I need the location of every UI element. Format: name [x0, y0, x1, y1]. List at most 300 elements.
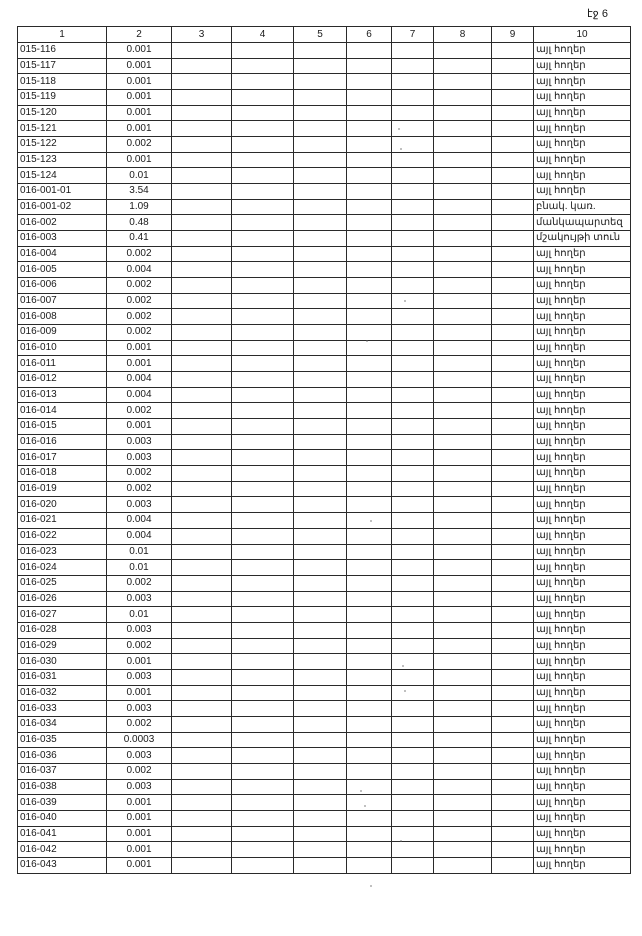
land-use-cell: այլ հողեր	[534, 685, 631, 701]
empty-cell	[172, 325, 232, 341]
empty-cell	[294, 278, 347, 294]
empty-cell	[172, 168, 232, 184]
land-use-cell: այլ հողեր	[534, 513, 631, 529]
empty-cell	[232, 262, 294, 278]
empty-cell	[392, 560, 434, 576]
table-row	[18, 262, 631, 278]
empty-cell	[232, 434, 294, 450]
empty-cell	[492, 419, 534, 435]
empty-cell	[232, 168, 294, 184]
empty-cell	[434, 560, 492, 576]
area-cell: 0.004	[107, 262, 172, 278]
empty-cell	[232, 748, 294, 764]
empty-cell	[294, 591, 347, 607]
empty-cell	[492, 575, 534, 591]
parcel-code-cell: 016-034	[18, 716, 107, 732]
empty-cell	[294, 810, 347, 826]
empty-cell	[347, 90, 392, 106]
empty-cell	[434, 262, 492, 278]
parcel-code-cell: 016-014	[18, 403, 107, 419]
empty-cell	[294, 466, 347, 482]
area-cell: 0.001	[107, 74, 172, 90]
empty-cell	[294, 842, 347, 858]
empty-cell	[172, 544, 232, 560]
empty-cell	[434, 857, 492, 873]
table-row	[18, 779, 631, 795]
table-row	[18, 669, 631, 685]
empty-cell	[392, 387, 434, 403]
empty-cell	[492, 434, 534, 450]
empty-cell	[392, 137, 434, 153]
empty-cell	[347, 419, 392, 435]
empty-cell	[434, 309, 492, 325]
parcel-code-cell: 016-027	[18, 607, 107, 623]
empty-cell	[294, 732, 347, 748]
area-cell: 0.002	[107, 246, 172, 262]
area-cell: 0.001	[107, 43, 172, 59]
table-row	[18, 293, 631, 309]
empty-cell	[347, 105, 392, 121]
empty-cell	[492, 278, 534, 294]
empty-cell	[434, 137, 492, 153]
empty-cell	[294, 403, 347, 419]
parcel-code-cell: 016-033	[18, 701, 107, 717]
parcel-code-cell: 016-013	[18, 387, 107, 403]
empty-cell	[294, 434, 347, 450]
land-use-cell: այլ հողեր	[534, 732, 631, 748]
empty-cell	[232, 58, 294, 74]
empty-cell	[172, 43, 232, 59]
empty-cell	[232, 591, 294, 607]
scan-speck	[370, 885, 372, 887]
parcel-code-cell: 016-022	[18, 528, 107, 544]
land-use-cell: այլ հողեր	[534, 278, 631, 294]
empty-cell	[294, 356, 347, 372]
empty-cell	[294, 638, 347, 654]
empty-cell	[434, 779, 492, 795]
table-row	[18, 58, 631, 74]
parcel-code-cell: 016-002	[18, 215, 107, 231]
empty-cell	[392, 199, 434, 215]
empty-cell	[434, 152, 492, 168]
table-row	[18, 152, 631, 168]
area-cell: 0.003	[107, 748, 172, 764]
parcel-code-cell: 016-038	[18, 779, 107, 795]
table-row	[18, 90, 631, 106]
empty-cell	[392, 607, 434, 623]
empty-cell	[232, 105, 294, 121]
empty-cell	[392, 325, 434, 341]
empty-cell	[392, 246, 434, 262]
empty-cell	[492, 293, 534, 309]
area-cell: 0.002	[107, 763, 172, 779]
table-row	[18, 309, 631, 325]
empty-cell	[172, 857, 232, 873]
empty-cell	[232, 842, 294, 858]
table-row	[18, 403, 631, 419]
empty-cell	[294, 137, 347, 153]
area-cell: 0.003	[107, 622, 172, 638]
empty-cell	[434, 826, 492, 842]
empty-cell	[347, 826, 392, 842]
empty-cell	[347, 779, 392, 795]
empty-cell	[347, 795, 392, 811]
empty-cell	[232, 90, 294, 106]
empty-cell	[172, 403, 232, 419]
empty-cell	[434, 575, 492, 591]
empty-cell	[392, 481, 434, 497]
empty-cell	[294, 497, 347, 513]
empty-cell	[347, 231, 392, 247]
empty-cell	[434, 607, 492, 623]
empty-cell	[172, 58, 232, 74]
empty-cell	[294, 795, 347, 811]
empty-cell	[232, 199, 294, 215]
empty-cell	[492, 481, 534, 497]
empty-cell	[392, 215, 434, 231]
empty-cell	[172, 152, 232, 168]
empty-cell	[434, 638, 492, 654]
empty-cell	[294, 43, 347, 59]
land-use-cell: այլ հողեր	[534, 826, 631, 842]
empty-cell	[347, 356, 392, 372]
parcel-code-cell: 016-012	[18, 372, 107, 388]
empty-cell	[434, 199, 492, 215]
area-cell: 0.01	[107, 607, 172, 623]
empty-cell	[172, 199, 232, 215]
empty-cell	[392, 105, 434, 121]
empty-cell	[392, 716, 434, 732]
empty-cell	[294, 748, 347, 764]
parcel-code-cell: 016-029	[18, 638, 107, 654]
land-use-cell: այլ հողեր	[534, 152, 631, 168]
empty-cell	[294, 544, 347, 560]
area-cell: 3.54	[107, 184, 172, 200]
parcel-code-cell: 016-040	[18, 810, 107, 826]
empty-cell	[347, 246, 392, 262]
area-cell: 0.003	[107, 434, 172, 450]
empty-cell	[492, 591, 534, 607]
empty-cell	[172, 184, 232, 200]
table-row	[18, 763, 631, 779]
empty-cell	[347, 434, 392, 450]
empty-cell	[434, 74, 492, 90]
empty-cell	[172, 763, 232, 779]
empty-cell	[392, 434, 434, 450]
empty-cell	[434, 168, 492, 184]
empty-cell	[294, 716, 347, 732]
parcel-code-cell: 016-015	[18, 419, 107, 435]
land-use-cell: այլ հողեր	[534, 356, 631, 372]
empty-cell	[172, 732, 232, 748]
empty-cell	[434, 481, 492, 497]
empty-cell	[392, 278, 434, 294]
area-cell: 0.002	[107, 325, 172, 341]
empty-cell	[294, 152, 347, 168]
empty-cell	[172, 795, 232, 811]
land-use-cell: այլ հողեր	[534, 701, 631, 717]
parcel-code-cell: 016-030	[18, 654, 107, 670]
empty-cell	[172, 842, 232, 858]
land-use-cell: այլ հողեր	[534, 309, 631, 325]
empty-cell	[232, 481, 294, 497]
parcel-code-cell: 016-005	[18, 262, 107, 278]
empty-cell	[347, 152, 392, 168]
area-cell: 0.002	[107, 638, 172, 654]
table-row	[18, 137, 631, 153]
empty-cell	[434, 685, 492, 701]
empty-cell	[492, 309, 534, 325]
empty-cell	[492, 528, 534, 544]
empty-cell	[172, 387, 232, 403]
area-cell: 0.004	[107, 513, 172, 529]
parcel-code-cell: 016-025	[18, 575, 107, 591]
land-use-cell: այլ հողեր	[534, 121, 631, 137]
empty-cell	[347, 763, 392, 779]
land-use-cell: այլ հողեր	[534, 137, 631, 153]
empty-cell	[347, 622, 392, 638]
empty-cell	[434, 121, 492, 137]
table-row	[18, 544, 631, 560]
empty-cell	[232, 622, 294, 638]
empty-cell	[294, 481, 347, 497]
empty-cell	[392, 450, 434, 466]
table-header-row	[18, 27, 631, 43]
table-row	[18, 826, 631, 842]
empty-cell	[294, 560, 347, 576]
table-row	[18, 278, 631, 294]
empty-cell	[434, 90, 492, 106]
area-cell: 0.001	[107, 795, 172, 811]
empty-cell	[232, 528, 294, 544]
empty-cell	[347, 121, 392, 137]
empty-cell	[392, 74, 434, 90]
parcel-code-cell: 016-008	[18, 309, 107, 325]
table-row	[18, 466, 631, 482]
area-cell: 0.003	[107, 701, 172, 717]
empty-cell	[294, 654, 347, 670]
land-use-cell: այլ հողեր	[534, 622, 631, 638]
empty-cell	[392, 528, 434, 544]
parcel-code-cell: 016-026	[18, 591, 107, 607]
land-use-cell: այլ հողեր	[534, 293, 631, 309]
empty-cell	[347, 638, 392, 654]
parcel-code-cell: 015-120	[18, 105, 107, 121]
area-cell: 0.003	[107, 591, 172, 607]
empty-cell	[232, 701, 294, 717]
empty-cell	[294, 372, 347, 388]
empty-cell	[347, 513, 392, 529]
empty-cell	[232, 356, 294, 372]
empty-cell	[434, 763, 492, 779]
empty-cell	[232, 450, 294, 466]
empty-cell	[492, 466, 534, 482]
empty-cell	[172, 575, 232, 591]
empty-cell	[232, 74, 294, 90]
table-row	[18, 74, 631, 90]
column-header: 5	[294, 27, 347, 43]
empty-cell	[232, 763, 294, 779]
land-use-cell: այլ հողեր	[534, 43, 631, 59]
empty-cell	[492, 560, 534, 576]
area-cell: 0.004	[107, 372, 172, 388]
empty-cell	[392, 231, 434, 247]
parcel-code-cell: 016-009	[18, 325, 107, 341]
empty-cell	[294, 325, 347, 341]
empty-cell	[492, 372, 534, 388]
empty-cell	[492, 152, 534, 168]
empty-cell	[294, 90, 347, 106]
empty-cell	[294, 450, 347, 466]
empty-cell	[347, 372, 392, 388]
empty-cell	[232, 152, 294, 168]
empty-cell	[294, 74, 347, 90]
land-use-cell: այլ հողեր	[534, 246, 631, 262]
empty-cell	[392, 419, 434, 435]
empty-cell	[392, 826, 434, 842]
table-row	[18, 199, 631, 215]
empty-cell	[434, 340, 492, 356]
empty-cell	[434, 732, 492, 748]
parcel-code-cell: 016-035	[18, 732, 107, 748]
empty-cell	[294, 607, 347, 623]
empty-cell	[347, 669, 392, 685]
empty-cell	[172, 262, 232, 278]
empty-cell	[294, 779, 347, 795]
land-register-table	[17, 26, 631, 874]
empty-cell	[294, 685, 347, 701]
table-row	[18, 857, 631, 873]
empty-cell	[172, 278, 232, 294]
empty-cell	[172, 74, 232, 90]
empty-cell	[434, 466, 492, 482]
empty-cell	[294, 622, 347, 638]
empty-cell	[492, 403, 534, 419]
area-cell: 1.09	[107, 199, 172, 215]
empty-cell	[347, 842, 392, 858]
parcel-code-cell: 016-001-02	[18, 199, 107, 215]
empty-cell	[492, 607, 534, 623]
parcel-code-cell: 016-031	[18, 669, 107, 685]
empty-cell	[492, 74, 534, 90]
empty-cell	[172, 340, 232, 356]
empty-cell	[294, 857, 347, 873]
empty-cell	[347, 293, 392, 309]
empty-cell	[232, 215, 294, 231]
area-cell: 0.002	[107, 481, 172, 497]
empty-cell	[232, 325, 294, 341]
empty-cell	[492, 262, 534, 278]
empty-cell	[492, 340, 534, 356]
scan-speck	[402, 665, 404, 667]
empty-cell	[392, 168, 434, 184]
parcel-code-cell: 016-024	[18, 560, 107, 576]
empty-cell	[434, 43, 492, 59]
table-row	[18, 387, 631, 403]
empty-cell	[492, 544, 534, 560]
empty-cell	[392, 466, 434, 482]
empty-cell	[347, 857, 392, 873]
empty-cell	[392, 43, 434, 59]
empty-cell	[492, 513, 534, 529]
empty-cell	[232, 184, 294, 200]
empty-cell	[434, 387, 492, 403]
table-row	[18, 231, 631, 247]
empty-cell	[172, 450, 232, 466]
empty-cell	[434, 716, 492, 732]
empty-cell	[434, 246, 492, 262]
empty-cell	[347, 403, 392, 419]
empty-cell	[434, 450, 492, 466]
empty-cell	[294, 309, 347, 325]
land-use-cell: այլ հողեր	[534, 450, 631, 466]
empty-cell	[347, 732, 392, 748]
table-row	[18, 325, 631, 341]
table-row	[18, 43, 631, 59]
land-use-cell: այլ հողեր	[534, 795, 631, 811]
empty-cell	[172, 481, 232, 497]
empty-cell	[232, 309, 294, 325]
scan-speck	[366, 340, 368, 342]
empty-cell	[434, 184, 492, 200]
empty-cell	[232, 685, 294, 701]
parcel-code-cell: 015-123	[18, 152, 107, 168]
empty-cell	[294, 199, 347, 215]
parcel-code-cell: 016-007	[18, 293, 107, 309]
area-cell: 0.001	[107, 121, 172, 137]
area-cell: 0.002	[107, 293, 172, 309]
empty-cell	[172, 231, 232, 247]
land-use-cell: բնակ. կառ.	[534, 199, 631, 215]
empty-cell	[294, 669, 347, 685]
empty-cell	[172, 810, 232, 826]
area-cell: 0.001	[107, 810, 172, 826]
empty-cell	[232, 403, 294, 419]
parcel-code-cell: 016-028	[18, 622, 107, 638]
land-use-cell: այլ հողեր	[534, 340, 631, 356]
land-use-cell: այլ հողեր	[534, 90, 631, 106]
empty-cell	[347, 810, 392, 826]
column-header: 1	[18, 27, 107, 43]
empty-cell	[492, 638, 534, 654]
land-use-cell: այլ հողեր	[534, 74, 631, 90]
parcel-code-cell: 016-010	[18, 340, 107, 356]
land-use-cell: այլ հողեր	[534, 497, 631, 513]
empty-cell	[232, 826, 294, 842]
table-row	[18, 622, 631, 638]
empty-cell	[294, 184, 347, 200]
empty-cell	[294, 168, 347, 184]
empty-cell	[172, 497, 232, 513]
empty-cell	[172, 246, 232, 262]
empty-cell	[232, 779, 294, 795]
empty-cell	[392, 842, 434, 858]
empty-cell	[392, 810, 434, 826]
parcel-code-cell: 016-042	[18, 842, 107, 858]
parcel-code-cell: 016-032	[18, 685, 107, 701]
area-cell: 0.002	[107, 278, 172, 294]
empty-cell	[232, 716, 294, 732]
table-row	[18, 748, 631, 764]
area-cell: 0.002	[107, 716, 172, 732]
land-use-cell: այլ հողեր	[534, 763, 631, 779]
parcel-code-cell: 015-118	[18, 74, 107, 90]
table-row	[18, 497, 631, 513]
area-cell: 0.002	[107, 466, 172, 482]
empty-cell	[492, 669, 534, 685]
empty-cell	[492, 325, 534, 341]
empty-cell	[492, 215, 534, 231]
